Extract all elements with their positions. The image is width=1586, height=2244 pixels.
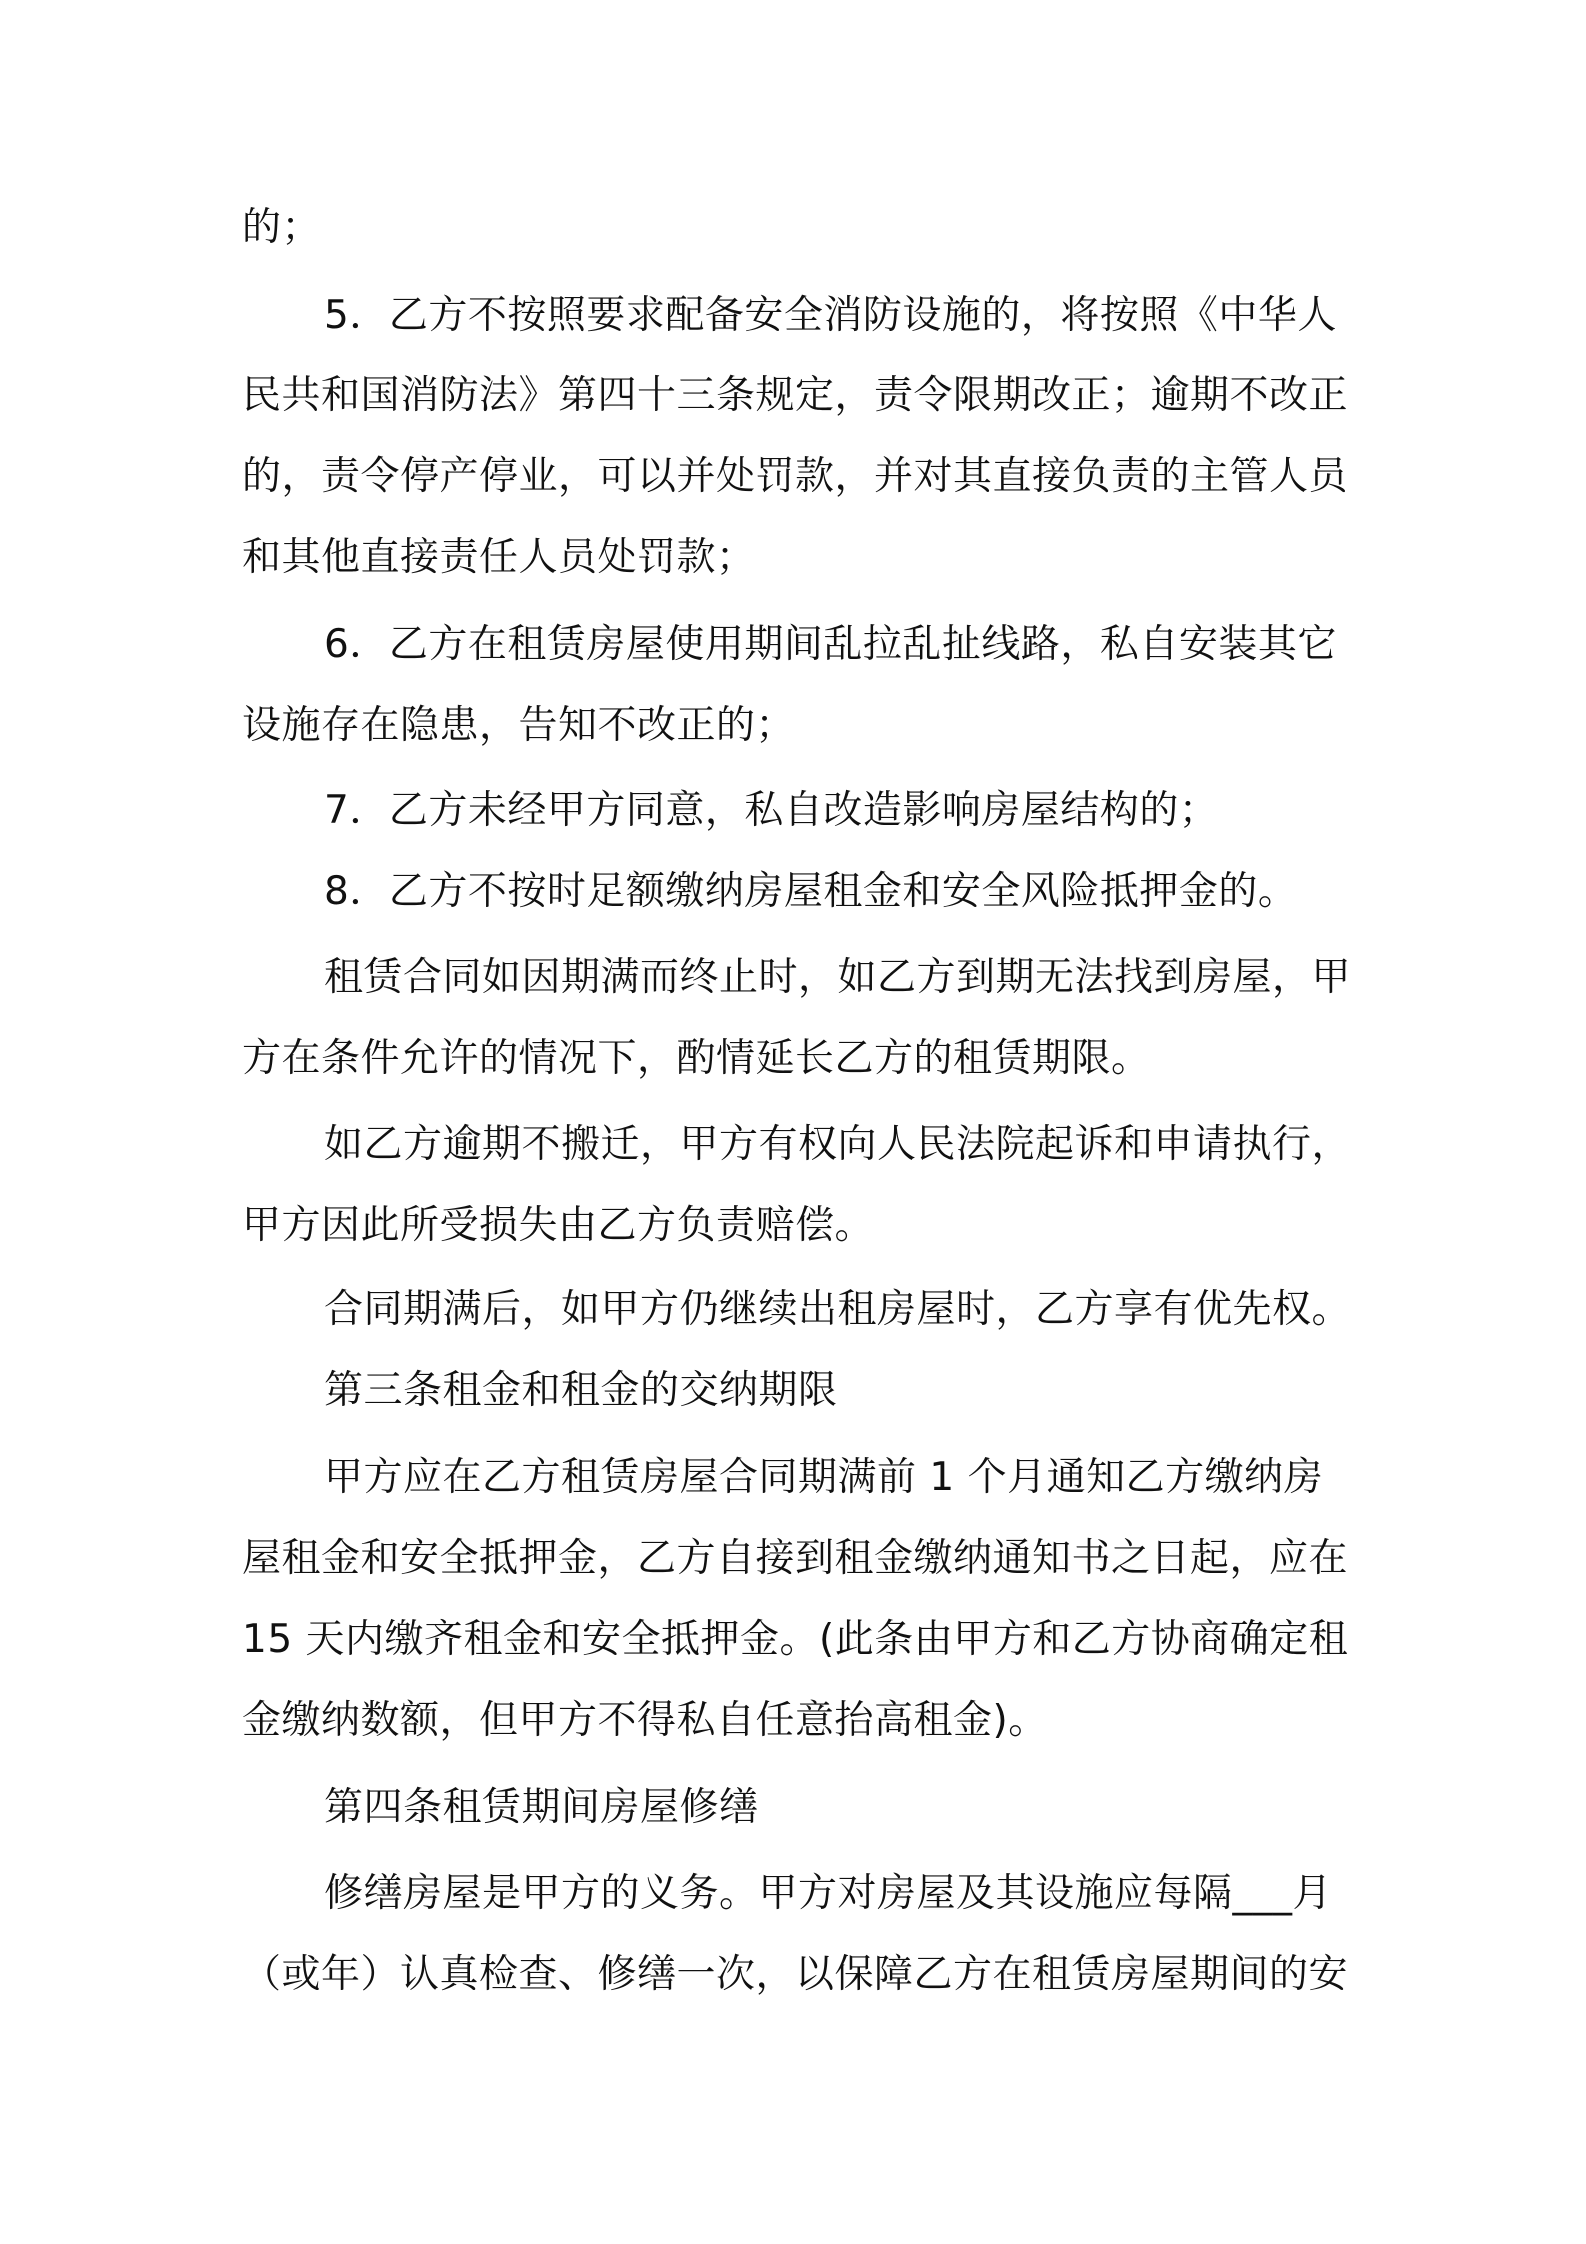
text-line: 屋租金和安全抵押金，乙方自接到租金缴纳通知书之日起，应在 [242, 1536, 1349, 1581]
text-line: 甲方因此所受损失由乙方负责赔偿。 [242, 1203, 875, 1248]
text-line: 的； [242, 205, 322, 250]
text-line: 7．乙方未经甲方同意，私自改造影响房屋结构的； [324, 788, 1219, 833]
text-line: 设施存在隐患，告知不改正的； [242, 703, 796, 748]
text-line: 8．乙方不按时足额缴纳房屋租金和安全风险抵押金的。 [324, 869, 1298, 914]
text-line: 15 天内缴齐租金和安全抵押金。(此条由甲方和乙方协商确定租 [242, 1617, 1349, 1662]
text-line: 5．乙方不按照要求配备安全消防设施的，将按照《中华人 [324, 293, 1337, 338]
text-line: 的，责令停产停业，可以并处罚款，并对其直接负责的主管人员 [242, 454, 1349, 499]
text-line: 和其他直接责任人员处罚款； [242, 535, 756, 580]
text-line: （或年）认真检查、修缮一次，以保障乙方在租赁房屋期间的安 [242, 1952, 1349, 1997]
text-line: 修缮房屋是甲方的义务。甲方对房屋及其设施应每隔___月 [324, 1871, 1333, 1916]
text-line: 如乙方逾期不搬迁，甲方有权向人民法院起诉和申请执行， [324, 1122, 1352, 1167]
section-heading: 第三条租金和租金的交纳期限 [324, 1368, 838, 1413]
text-line: 租赁合同如因期满而终止时，如乙方到期无法找到房屋，甲 [324, 955, 1352, 1000]
text-line: 合同期满后，如甲方仍继续出租房屋时，乙方享有优先权。 [324, 1287, 1352, 1332]
section-heading: 第四条租赁期间房屋修缮 [324, 1785, 759, 1830]
text-line: 方在条件允许的情况下，酌情延长乙方的租赁期限。 [242, 1036, 1151, 1081]
text-line: 金缴纳数额，但甲方不得私自任意抬高租金)。 [242, 1698, 1048, 1743]
text-line: 民共和国消防法》第四十三条规定，责令限期改正；逾期不改正 [242, 373, 1349, 418]
text-line: 6．乙方在租赁房屋使用期间乱拉乱扯线路，私自安装其它 [324, 622, 1337, 667]
text-line: 甲方应在乙方租赁房屋合同期满前 1 个月通知乙方缴纳房 [324, 1455, 1324, 1500]
